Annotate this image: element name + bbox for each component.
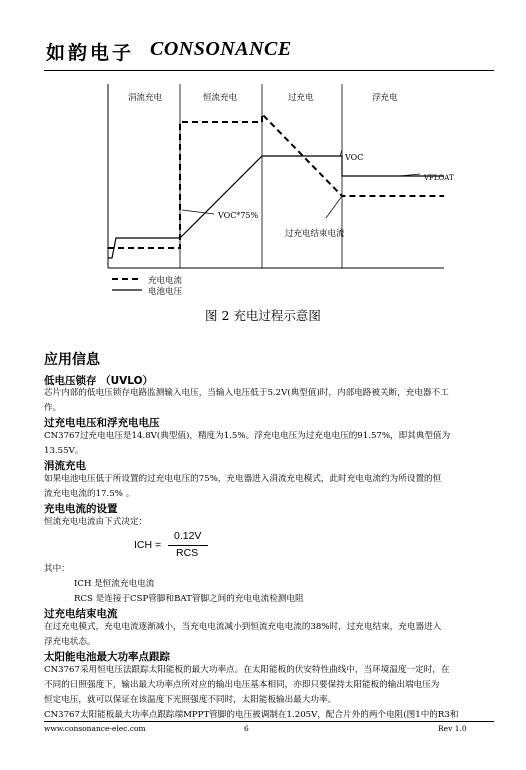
phase-label-trickle: 涓流充电 [128,93,163,103]
legend-current-label: 充电电流 [148,276,183,286]
section-title: 应用信息 [44,352,100,368]
legend-voltage-label: 电池电压 [148,287,183,297]
trickle-heading: 涓流充电 [44,460,86,472]
voc75-leader [182,210,214,214]
where-item-rcs: RCS 是连接于CSP管脚和BAT管脚之间的充电电流检测电阻 [74,594,304,604]
end-current-heading: 过充电结束电流 [44,608,118,620]
mppt-text-2: 不同的日照强度下，输出最大功率点所对应的输出电压基本相同，亦即只要保持太阳能板的输出端电压为 [44,680,440,690]
where-item-ich: ICH 是恒流充电电流 [74,579,155,589]
end-current-text-2: 浮充电状态。 [44,637,96,647]
end-current-label: 过充电结束电流 [285,229,345,239]
trickle-text-1: 如果电池电压低于所设置的过充电电压的75%，充电器进入涓流充电模式，此时充电电流约为所设置的恒 [44,474,442,484]
footer-url[interactable]: www.consonance-elec.com [44,724,146,733]
charge-current-curve [108,114,444,248]
formula-denominator: RCS [176,547,199,559]
formula-fraction-bar [168,545,208,546]
voc-label: VOC [345,153,364,162]
mppt-heading: 太阳能电池最大功率点跟踪 [44,651,170,663]
end-current-leader [326,196,342,218]
footer-revision: Rev 1.0 [438,724,467,733]
charging-process-diagram [0,0,526,330]
formula-lhs: ICH = [134,539,162,551]
battery-voltage-curve [108,156,444,258]
phase-label-cc: 恒流充电 [203,93,238,103]
uvlo-text-2: 作。 [44,403,62,413]
vfloat-label: VFLOAT [424,174,454,182]
footer-page-number: 6 [244,724,249,733]
current-set-intro: 恒流充电电流由下式决定： [44,517,148,527]
end-current-text-1: 在过充电模式，充电电流逐渐减小，当充电电流减小到恒流充电电流的38%时，过充电结束，充电器进入 [44,622,442,632]
over-float-text-2: 13.55V。 [44,446,84,456]
company-name-en: CONSONANCE [150,38,292,60]
figure-caption: 图 2 充电过程示意图 [205,308,321,323]
uvlo-heading: 低电压锁存 （UVLO） [44,375,154,387]
footer-rule [44,721,494,722]
voc75-label: VOC*75% [218,211,259,220]
mppt-text-1: CN3767采用恒电压法跟踪太阳能板的最大功率点。在太阳能板的伏安特性曲线中，当环境温度一定时，在 [44,665,450,675]
where-label: 其中： [44,564,70,574]
over-float-text-1: CN3767过充电电压是14.8V(典型值)，精度为1.5%。浮充电电压为过充电电压的91.57%，即其典型值为 [44,431,451,441]
formula-numerator: 0.12V [174,530,202,542]
mppt-text-3: 恒定电压，就可以保证在该温度下光照强度不同时，太阳能板输出最大功率。 [44,695,337,705]
phase-label-float: 浮充电 [372,93,398,103]
over-float-heading: 过充电电压和浮充电电压 [44,417,160,429]
current-set-heading: 充电电流的设置 [44,503,118,515]
mppt-text-4: CN3767太阳能板最大功率点跟踪端MPPT管脚的电压被调制在1.205V，配合片外的两个电阻(图1中的R3和 [44,710,459,720]
trickle-text-2: 流充电电流的17.5% 。 [44,489,135,499]
company-name-cn: 如韵电子 [46,42,135,64]
uvlo-text-1: 芯片内部的低电压锁存电路监测输入电压，当输入电压低于5.2V(典型值)时，内部电路被关断，充电器不工 [44,388,449,398]
phase-label-over: 过充电 [288,93,314,103]
